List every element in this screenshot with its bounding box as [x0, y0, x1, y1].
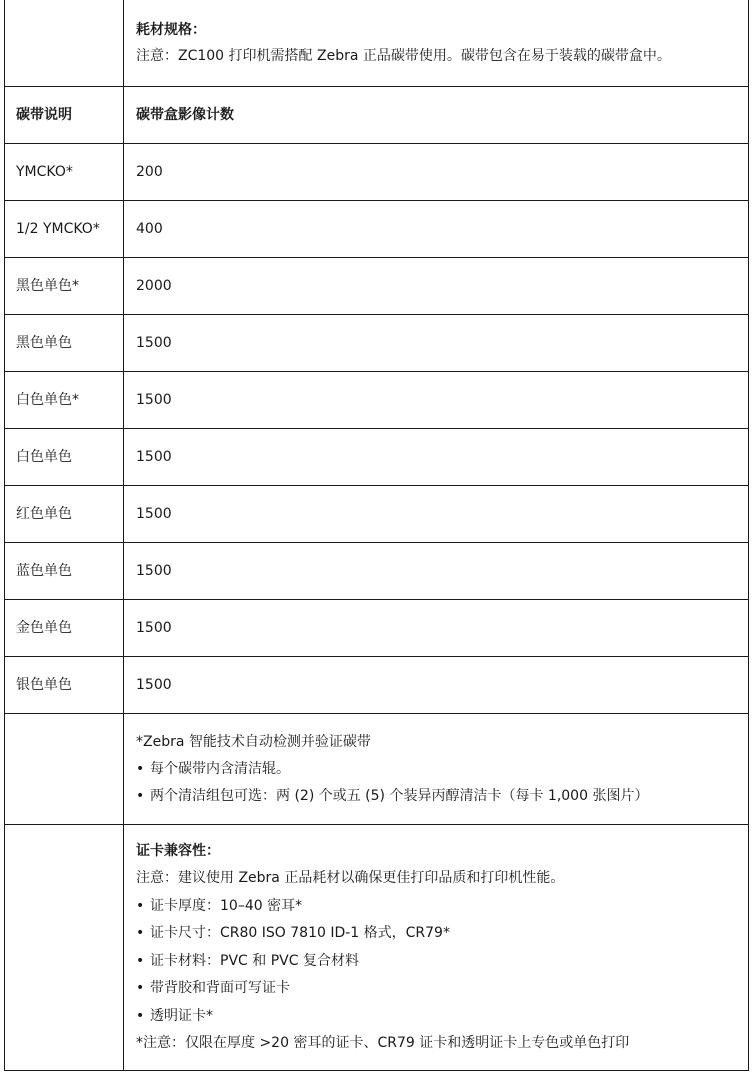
ribbon-notes-row — [5, 714, 749, 825]
ribbon-footnote: *Zebra 智能技术自动检测并验证碳带 — [136, 733, 371, 750]
ribbon-count: 1500 — [124, 372, 749, 429]
bullet-icon: • — [136, 952, 145, 969]
list-item — [136, 920, 736, 948]
card-compat-note: 注意：建议使用 Zebra 正品耗材以确保更佳打印品质和打印机性能。 — [136, 870, 565, 886]
list-item — [136, 1003, 736, 1031]
ribbon-description: 黑色单色 — [5, 315, 124, 372]
ribbon-description: 黑色单色* — [5, 258, 124, 315]
ribbon-spec-table — [4, 0, 749, 1071]
ribbon-description: 白色单色* — [5, 372, 124, 429]
bullet-icon: • — [136, 897, 145, 914]
ribbon-count: 200 — [124, 144, 749, 201]
bullet-icon: • — [136, 787, 145, 804]
table-row — [5, 372, 749, 429]
header-count: 碳带盒影像计数 — [124, 87, 749, 144]
ribbon-count: 400 — [124, 201, 749, 258]
ribbon-count: 1500 — [124, 657, 749, 714]
list-item — [136, 783, 736, 810]
empty-cell — [5, 825, 124, 1071]
bullet-text: 透明证卡* — [150, 1007, 213, 1024]
ribbon-description: 白色单色 — [5, 429, 124, 486]
table-row — [5, 600, 749, 657]
bullet-icon: • — [136, 925, 145, 941]
ribbon-count: 1500 — [124, 600, 749, 657]
list-item — [136, 893, 736, 921]
bullet-text: 证卡材料：PVC 和 PVC 复合材料 — [150, 952, 359, 969]
header-description: 碳带说明 — [5, 87, 124, 144]
bullet-text: 证卡厚度：10–40 密耳* — [150, 897, 303, 914]
table-row — [5, 201, 749, 258]
empty-cell — [5, 0, 124, 87]
empty-cell — [5, 714, 124, 825]
ribbon-count: 1500 — [124, 543, 749, 600]
consumables-cell — [124, 0, 749, 87]
card-compat-heading: 证卡兼容性： — [136, 842, 220, 859]
table-row — [5, 315, 749, 372]
card-compat-cell — [124, 825, 749, 1071]
ribbon-description: 银色单色 — [5, 657, 124, 714]
list-item — [136, 756, 736, 783]
consumables-note: 注意：ZC100 打印机需搭配 Zebra 正品碳带使用。碳带包含在易于装载的碳带盒中。 — [136, 48, 671, 64]
list-item — [136, 948, 736, 976]
consumables-heading: 耗材规格： — [136, 22, 206, 38]
ribbon-description: 金色单色 — [5, 600, 124, 657]
ribbon-count: 1500 — [124, 486, 749, 543]
bullet-text: 两个清洁组包可选：两 (2) 个或五 (5) 个装异丙醇清洁卡（每卡 1,000 张图片） — [150, 787, 649, 804]
table-row — [5, 258, 749, 315]
ribbon-count: 1500 — [124, 315, 749, 372]
ribbon-description: 蓝色单色 — [5, 543, 124, 600]
table-row — [5, 486, 749, 543]
table-header-row — [5, 87, 749, 144]
bullet-text: 每个碳带内含清洁辊。 — [150, 760, 290, 777]
ribbon-description: 红色单色 — [5, 486, 124, 543]
list-item — [136, 975, 736, 1003]
ribbon-description: YMCKO* — [5, 144, 124, 201]
table-row — [5, 657, 749, 714]
table-row — [5, 543, 749, 600]
table-row — [5, 429, 749, 486]
ribbon-count: 2000 — [124, 258, 749, 315]
card-compat-row — [5, 825, 749, 1071]
bullet-text: 证卡尺寸：CR80 ISO 7810 ID-1 格式，CR79* — [150, 925, 450, 941]
ribbon-description: 1/2 YMCKO* — [5, 201, 124, 258]
ribbon-notes-cell — [124, 714, 749, 825]
bullet-text: 带背胶和背面可写证卡 — [150, 980, 290, 996]
ribbon-count: 1500 — [124, 429, 749, 486]
table-row — [5, 144, 749, 201]
bullet-icon: • — [136, 760, 145, 777]
consumables-row — [5, 0, 749, 87]
bullet-icon: • — [136, 1007, 145, 1024]
card-compat-footnote: *注意：仅限在厚度 >20 密耳的证卡、CR79 证卡和透明证卡上专色或单色打印 — [136, 1035, 630, 1051]
bullet-icon: • — [136, 980, 145, 996]
